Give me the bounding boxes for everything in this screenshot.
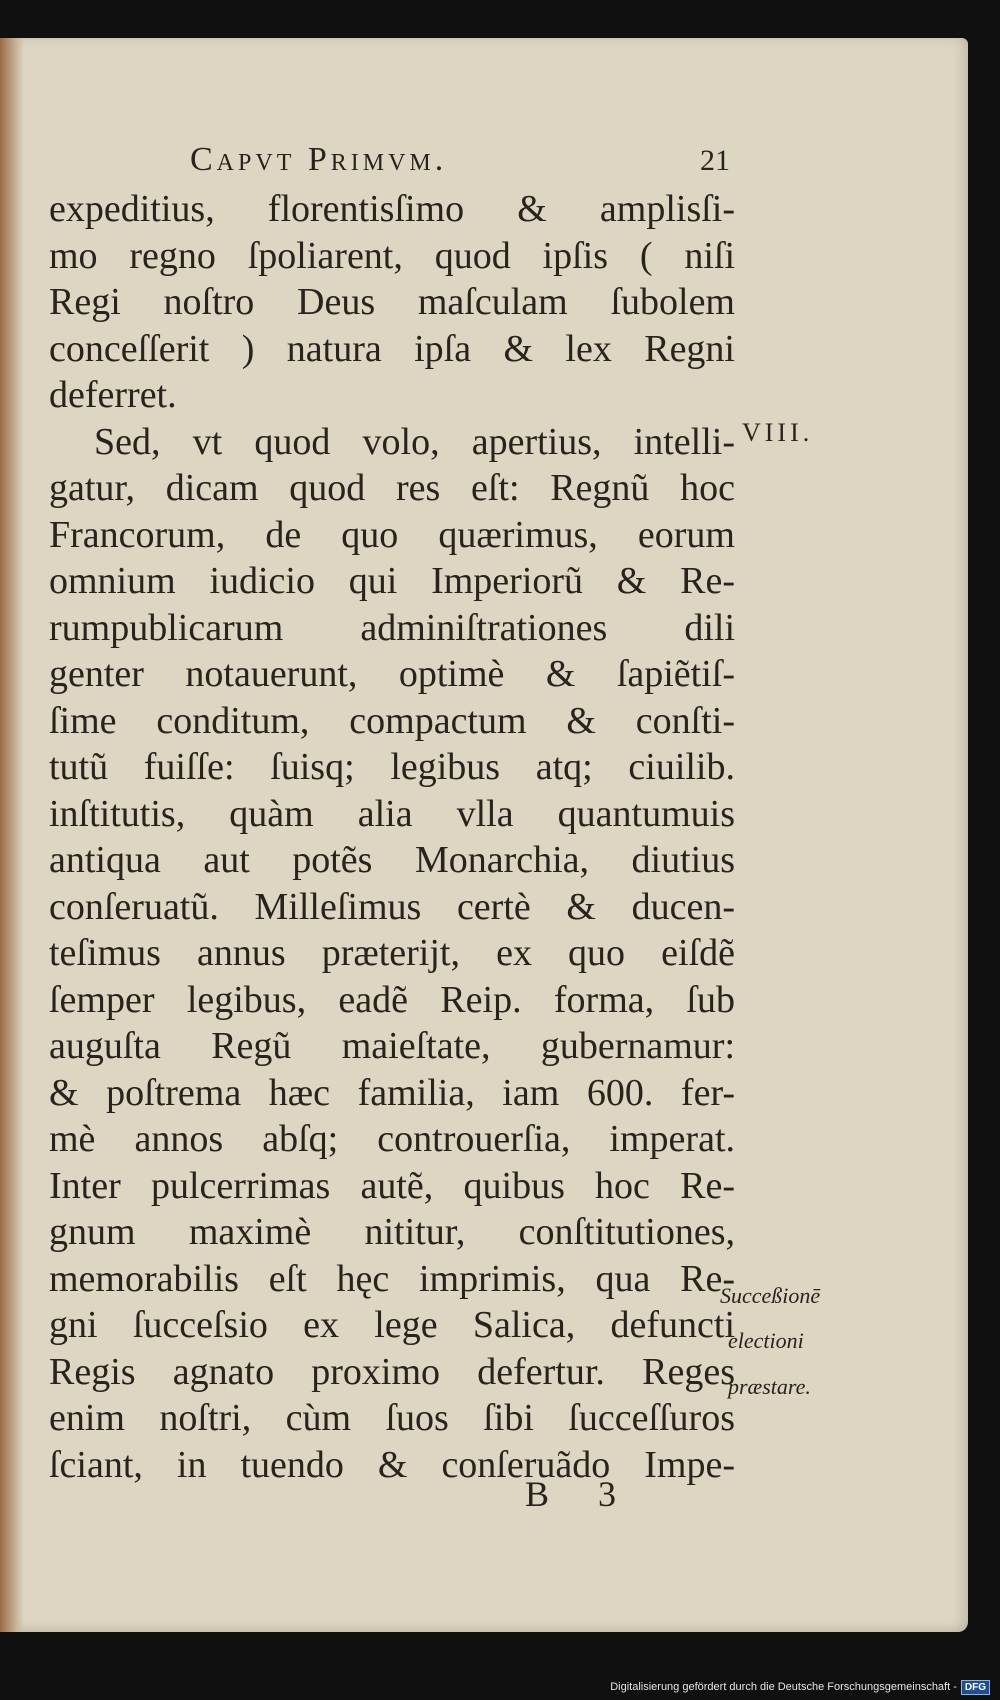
running-title: Capvt Primvm.: [190, 141, 448, 178]
text-line: conceſſerit ) natura ipſa & lex Regni: [49, 327, 735, 370]
text-line: antiqua aut potẽs Monarchia, diutius: [49, 839, 735, 881]
text-line: expeditius, florentisſimo & amplisſi-: [49, 188, 735, 230]
text-line: teſimus annus præterijt, ex quo eiſdẽ: [49, 932, 735, 974]
section-number: VIII.: [742, 418, 814, 447]
text-line: rumpublicarum adminiſtrationes dili: [49, 606, 735, 649]
page-number: 21: [700, 144, 730, 177]
book-page: [0, 38, 968, 1632]
footer-credit: Digitalisierung gefördert durch die Deutsche Forschungsgemeinschaft -: [610, 1681, 957, 1693]
dfg-logo: DFG: [961, 1680, 990, 1695]
text-line: & poſtrema hæc familia, iam 600. fer-: [49, 1071, 735, 1114]
signature-mark: B 3: [525, 1474, 637, 1514]
text-line: gnum maximè nititur, conſtitutiones,: [49, 1211, 735, 1253]
text-line: memorabilis eſt hęc imprimis, qua Re-: [49, 1257, 735, 1300]
text-line: ſime conditum, compactum & conſti-: [49, 699, 735, 742]
text-line: ſemper legibus, eadẽ Reip. forma, ſub: [49, 978, 735, 1021]
marginal-note-line-3: præstare.: [728, 1374, 811, 1399]
text-line: tutũ fuiſſe: ſuisq; legibus atq; ciuilib.: [49, 746, 735, 788]
text-line: Sed, vt quod volo, apertius, intelli-: [94, 420, 735, 463]
text-line: inſtitutis, quàm alia vlla quantumuis: [49, 792, 735, 835]
text-line: Regis agnato proximo defertur. Reges: [49, 1350, 735, 1393]
text-line: gni ſucceſsio ex lege Salica, defuncti: [49, 1304, 735, 1346]
text-line: mè annos abſq; controuerſia, imperat.: [49, 1118, 735, 1160]
text-line: conſeruatũ. Milleſimus certè & ducen-: [49, 885, 735, 928]
text-line: ſciant, in tuendo & conſeruãdo Impe-: [49, 1443, 735, 1486]
text-line: Inter pulcerrimas autẽ, quibus hoc Re-: [49, 1164, 735, 1207]
text-line: enim noſtri, cùm ſuos ſibi ſucceſſuros: [49, 1397, 735, 1439]
text-line: genter notauerunt, optimè & ſapiẽtiſ-: [49, 653, 735, 695]
text-line: Regi noſtro Deus maſculam ſubolem: [49, 281, 735, 323]
text-line: mo regno ſpoliarent, quod ipſis ( niſi: [49, 234, 735, 277]
text-line: auguſta Regũ maieſtate, gubernamur:: [49, 1025, 735, 1067]
body-text: [49, 186, 735, 1488]
digitization-footer: [610, 1677, 990, 1697]
marginal-note-line-2: electioni: [728, 1328, 804, 1353]
marginal-note-line-1: Succeßionē: [720, 1283, 821, 1308]
text-line: gatur, dicam quod res eſt: Regnũ hoc: [49, 467, 735, 509]
gutter-stain: [0, 38, 24, 1632]
text-line: omnium iudicio qui Imperiorũ & Re-: [49, 560, 735, 602]
text-line: deferret.: [49, 374, 177, 416]
text-line: Francorum, de quo quærimus, eorum: [49, 513, 735, 556]
